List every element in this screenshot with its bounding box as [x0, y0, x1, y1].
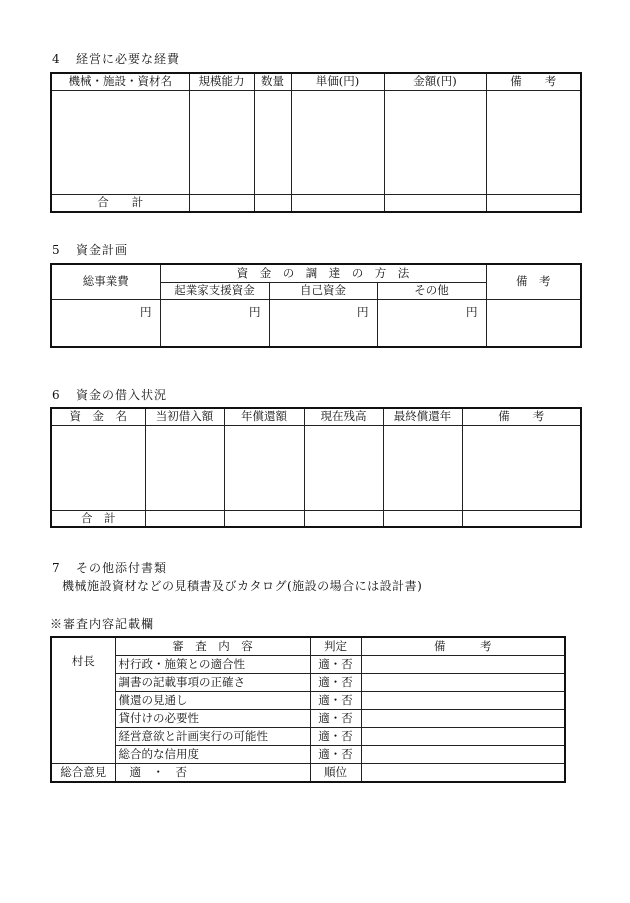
judgment-header: 判定	[310, 637, 361, 655]
review-row	[51, 673, 565, 691]
entry-cell[interactable]	[384, 194, 486, 212]
review-row	[51, 727, 565, 745]
review-item: 貸付けの必要性	[115, 709, 310, 727]
entry-cell[interactable]	[486, 194, 581, 212]
review-row	[51, 709, 565, 727]
col-header-initial-loan: 当初借入額	[145, 408, 224, 425]
section-title: 資金の借入状況	[76, 388, 168, 402]
overall-opinion-value[interactable]: 適 ・ 否	[115, 763, 310, 782]
mayor-label: 村長	[51, 655, 115, 763]
entry-cell[interactable]	[304, 425, 383, 510]
col-header-annual-repayment: 年償還額	[224, 408, 304, 425]
borrowing-table	[50, 407, 582, 528]
yen-unit[interactable]: 円	[51, 299, 160, 347]
entry-cell[interactable]	[486, 90, 581, 194]
remarks-cell[interactable]	[361, 655, 565, 673]
col-header-unit-price: 単価(円)	[291, 73, 384, 90]
col-header-current-balance: 現在残高	[304, 408, 383, 425]
entry-cell[interactable]	[462, 425, 581, 510]
remarks-header: 備 考	[486, 264, 581, 299]
table-row	[51, 425, 581, 510]
review-table	[50, 636, 566, 783]
funding-plan-table	[50, 263, 582, 348]
remarks-cell[interactable]	[361, 709, 565, 727]
col-header-final-year: 最終償還年	[383, 408, 462, 425]
remarks-cell[interactable]	[361, 691, 565, 709]
yen-unit[interactable]: 円	[269, 299, 377, 347]
total-row	[51, 194, 581, 212]
entry-cell[interactable]	[254, 90, 291, 194]
entry-cell[interactable]	[291, 90, 384, 194]
review-item: 経営意欲と計画実行の可能性	[115, 727, 310, 745]
total-label: 合 計	[51, 510, 145, 527]
review-row	[51, 745, 565, 763]
entry-cell[interactable]	[224, 510, 304, 527]
judgment-cell[interactable]: 適・否	[310, 709, 361, 727]
remarks-cell[interactable]	[361, 673, 565, 691]
section-number: 6	[52, 388, 61, 402]
total-label: 合 計	[51, 194, 189, 212]
col-header-capacity: 規模能力	[189, 73, 254, 90]
entry-cell[interactable]	[291, 194, 384, 212]
section-4-heading	[52, 50, 180, 67]
judgment-cell[interactable]: 適・否	[310, 745, 361, 763]
entry-cell[interactable]	[486, 299, 581, 347]
own-fund-header: 自己資金	[269, 282, 377, 299]
attachments-note: 機械施設資材などの見積書及びカタログ(施設の場合には設計書)	[62, 579, 423, 593]
expenses-table	[50, 72, 582, 213]
judgment-cell[interactable]: 適・否	[310, 655, 361, 673]
overall-opinion-label: 総合意見	[51, 763, 115, 782]
review-row	[51, 691, 565, 709]
col-header-amount: 金額(円)	[384, 73, 486, 90]
rank-cell[interactable]	[361, 763, 565, 782]
judgment-cell[interactable]: 適・否	[310, 727, 361, 745]
entry-cell[interactable]	[145, 425, 224, 510]
review-content-header: 審 査 内 容	[115, 637, 310, 655]
entry-cell[interactable]	[462, 510, 581, 527]
section-number: 5	[52, 243, 61, 257]
table-row	[51, 90, 581, 194]
section-title: その他添付書類	[76, 561, 168, 575]
col-header-remarks: 備 考	[462, 408, 581, 425]
entry-cell[interactable]	[51, 90, 189, 194]
entry-cell[interactable]	[224, 425, 304, 510]
yen-unit[interactable]: 円	[160, 299, 269, 347]
col-header-quantity: 数量	[254, 73, 291, 90]
section-6-heading	[52, 386, 167, 403]
section-number: 4	[52, 52, 61, 66]
judgment-cell[interactable]: 適・否	[310, 673, 361, 691]
total-project-cost-header: 総事業費	[51, 264, 160, 299]
remarks-cell[interactable]	[361, 727, 565, 745]
remarks-cell[interactable]	[361, 745, 565, 763]
funding-method-header: 資 金 の 調 達 の 方 法	[160, 264, 486, 282]
review-item: 調書の記載事項の正確さ	[115, 673, 310, 691]
other-fund-header: その他	[377, 282, 486, 299]
section-number: 7	[52, 561, 61, 575]
entry-cell[interactable]	[304, 510, 383, 527]
remarks-header: 備 考	[361, 637, 565, 655]
col-header-fund-name: 資 金 名	[51, 408, 145, 425]
corner-cell	[51, 637, 115, 655]
judgment-cell[interactable]: 適・否	[310, 691, 361, 709]
entry-cell[interactable]	[384, 90, 486, 194]
entry-cell[interactable]	[51, 425, 145, 510]
entry-cell[interactable]	[189, 194, 254, 212]
review-item: 総合的な信用度	[115, 745, 310, 763]
total-row	[51, 510, 581, 527]
rank-label: 順位	[310, 763, 361, 782]
review-item: 村行政・施策との適合性	[115, 655, 310, 673]
review-heading: ※審査内容記載欄	[50, 617, 155, 631]
yen-unit[interactable]: 円	[377, 299, 486, 347]
section-title: 経営に必要な経費	[76, 52, 181, 66]
review-item: 償還の見通し	[115, 691, 310, 709]
entry-cell[interactable]	[383, 425, 462, 510]
col-header-remarks: 備 考	[486, 73, 581, 90]
section-title: 資金計画	[76, 243, 129, 257]
entry-cell[interactable]	[145, 510, 224, 527]
overall-row	[51, 763, 565, 782]
entrepreneur-fund-header: 起業家支援資金	[160, 282, 269, 299]
section-7-heading	[52, 559, 167, 576]
table-row	[51, 299, 581, 347]
review-row	[51, 655, 565, 673]
entry-cell[interactable]	[383, 510, 462, 527]
section-5-heading	[52, 241, 128, 258]
col-header-item-name: 機械・施設・資材名	[51, 73, 189, 90]
entry-cell[interactable]	[254, 194, 291, 212]
entry-cell[interactable]	[189, 90, 254, 194]
